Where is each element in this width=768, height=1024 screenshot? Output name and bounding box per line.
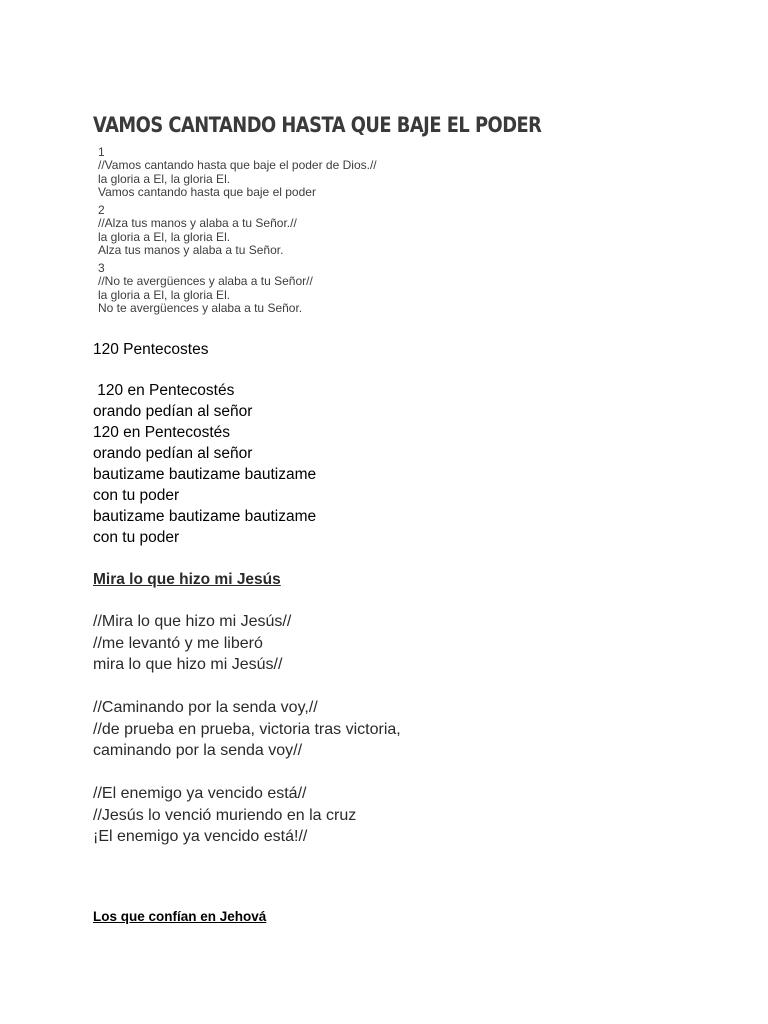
- song1-stanza-1: [98, 146, 377, 199]
- lyric-line: 120 en Pentecostés: [93, 382, 235, 399]
- lyric-line: mira lo que hizo mi Jesús//: [93, 656, 283, 673]
- lyric-line: la gloria a El, la gloria El.: [98, 287, 231, 302]
- song2-title: 120 Pentecostes: [93, 341, 209, 358]
- lyric-line: //El enemigo ya vencido está//: [93, 785, 307, 802]
- lyric-line: la gloria a El, la gloria El.: [98, 229, 231, 244]
- lyric-line: con tu poder: [93, 529, 180, 546]
- song3-stanza-3: [93, 783, 356, 848]
- lyric-line: Alza tus manos y alaba a tu Señor.: [98, 242, 284, 257]
- lyric-line: caminando por la senda voy//: [93, 742, 303, 759]
- lyric-line: //Jesús lo venció muriendo en la cruz: [93, 806, 357, 824]
- song1-stanza-3: [98, 262, 313, 315]
- song4-title: Los que confían en Jehová: [93, 909, 267, 924]
- lyric-line: //Caminando por la senda voy,//: [93, 699, 318, 716]
- song1-stanza-2: [98, 204, 297, 257]
- lyric-line: orando pedían al señor: [93, 445, 253, 462]
- lyric-line: orando pedían al señor: [93, 403, 253, 420]
- lyric-line: No te avergüences y alaba a tu Señor.: [98, 300, 303, 315]
- lyric-line: //me levantó y me liberó: [93, 634, 263, 652]
- lyric-line: //No te avergüences y alaba a tu Señor//: [98, 274, 313, 289]
- song1-title: VAMOS CANTANDO HASTA QUE BAJE EL PODER: [93, 113, 542, 137]
- lyric-line: con tu poder: [93, 487, 180, 504]
- lyric-line: //Vamos cantando hasta que baje el poder de Dios.//: [98, 158, 377, 173]
- stanza-number: 3: [98, 261, 105, 275]
- lyric-line: la gloria a El, la gloria El.: [98, 171, 231, 186]
- lyric-line: //de prueba en prueba, victoria tras victoria,: [93, 720, 401, 738]
- lyric-line: ¡El enemigo ya vencido está!//: [93, 828, 308, 845]
- lyric-line: //Mira lo que hizo mi Jesús//: [93, 613, 292, 630]
- song2-lyrics: [93, 380, 316, 548]
- lyric-line: Vamos cantando hasta que baje el poder: [98, 184, 316, 199]
- lyric-line: bautizame bautizame bautizame: [93, 508, 317, 525]
- lyric-line: bautizame bautizame bautizame: [93, 466, 317, 483]
- stanza-number: 2: [98, 203, 105, 217]
- lyric-line: 120 en Pentecostés: [93, 424, 231, 441]
- song3-title: Mira lo que hizo mi Jesús: [93, 571, 281, 588]
- song3-stanza-2: [93, 697, 401, 762]
- stanza-number: 1: [98, 145, 105, 159]
- lyric-line: //Alza tus manos y alaba a tu Señor.//: [98, 216, 297, 231]
- song3-stanza-1: [93, 611, 291, 676]
